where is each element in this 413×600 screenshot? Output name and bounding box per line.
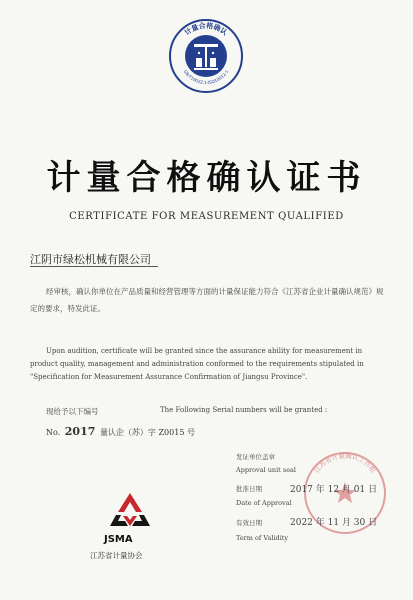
jsma-logo-icon <box>108 490 152 530</box>
company-underline <box>30 266 158 267</box>
certificate-title: 计量合格确认证书 <box>46 158 367 198</box>
emblem-standard: GB/T19022.1-ISO10012-1 <box>182 68 230 86</box>
issue-date: 2017 年 12 月 01 日 <box>290 485 378 495</box>
serial-number: Z0015 <box>158 428 185 437</box>
issue-label-english: Date of Approval <box>236 499 292 507</box>
serial-year: 2017 <box>64 425 96 438</box>
body-text-english: Upon audition, certificate will be granted since the assurance ability for measurement in product quality, management and administration conformed to the requirements stipulated in "Specification for Measurement Assurance Confirmation of Jiangsu Province". <box>30 347 364 381</box>
seal-text: 江苏省计量确认工作组 <box>312 451 378 475</box>
body-text-chinese: 经审核，确认你单位在产品质量和经营管理等方面的计量保证能力符合《江苏省企业计量确认规范》规定的要求，特发此证。 <box>30 287 384 313</box>
approver-label-chinese: 发证单位盖章 <box>236 453 275 461</box>
serial-number-row <box>46 425 195 438</box>
company-name: 江阴市绿松机械有限公司 <box>30 253 151 266</box>
valid-label-english: Term of Validity <box>236 534 289 542</box>
serial-prefix: No. <box>46 428 61 437</box>
valid-label-chinese: 有效日期 <box>236 519 262 527</box>
issue-label-chinese: 批准日期 <box>236 485 262 493</box>
valid-date: 2022 年 11 月 30 日 <box>290 518 378 528</box>
association-name: 江苏省计量协会 <box>90 551 143 560</box>
serial-suffix: 号 <box>186 428 195 437</box>
serial-label-english: The Following Serial numbers will be granted : <box>160 406 328 414</box>
serial-label-chinese: 现给予以下编号 <box>46 407 99 416</box>
emblem-text: 计量合格确认 <box>183 21 229 37</box>
jsma-logo-text: JSMA <box>104 534 133 545</box>
certificate-subtitle: CERTIFICATE FOR MEASUREMENT QUALIFIED <box>69 211 344 222</box>
certification-emblem-icon <box>168 18 244 94</box>
serial-mid: 量认企（苏）字 <box>99 428 156 437</box>
approver-label-english: Approval unit seal <box>236 466 296 474</box>
svg-text:江苏省计量确认工作组 <box>312 451 377 475</box>
